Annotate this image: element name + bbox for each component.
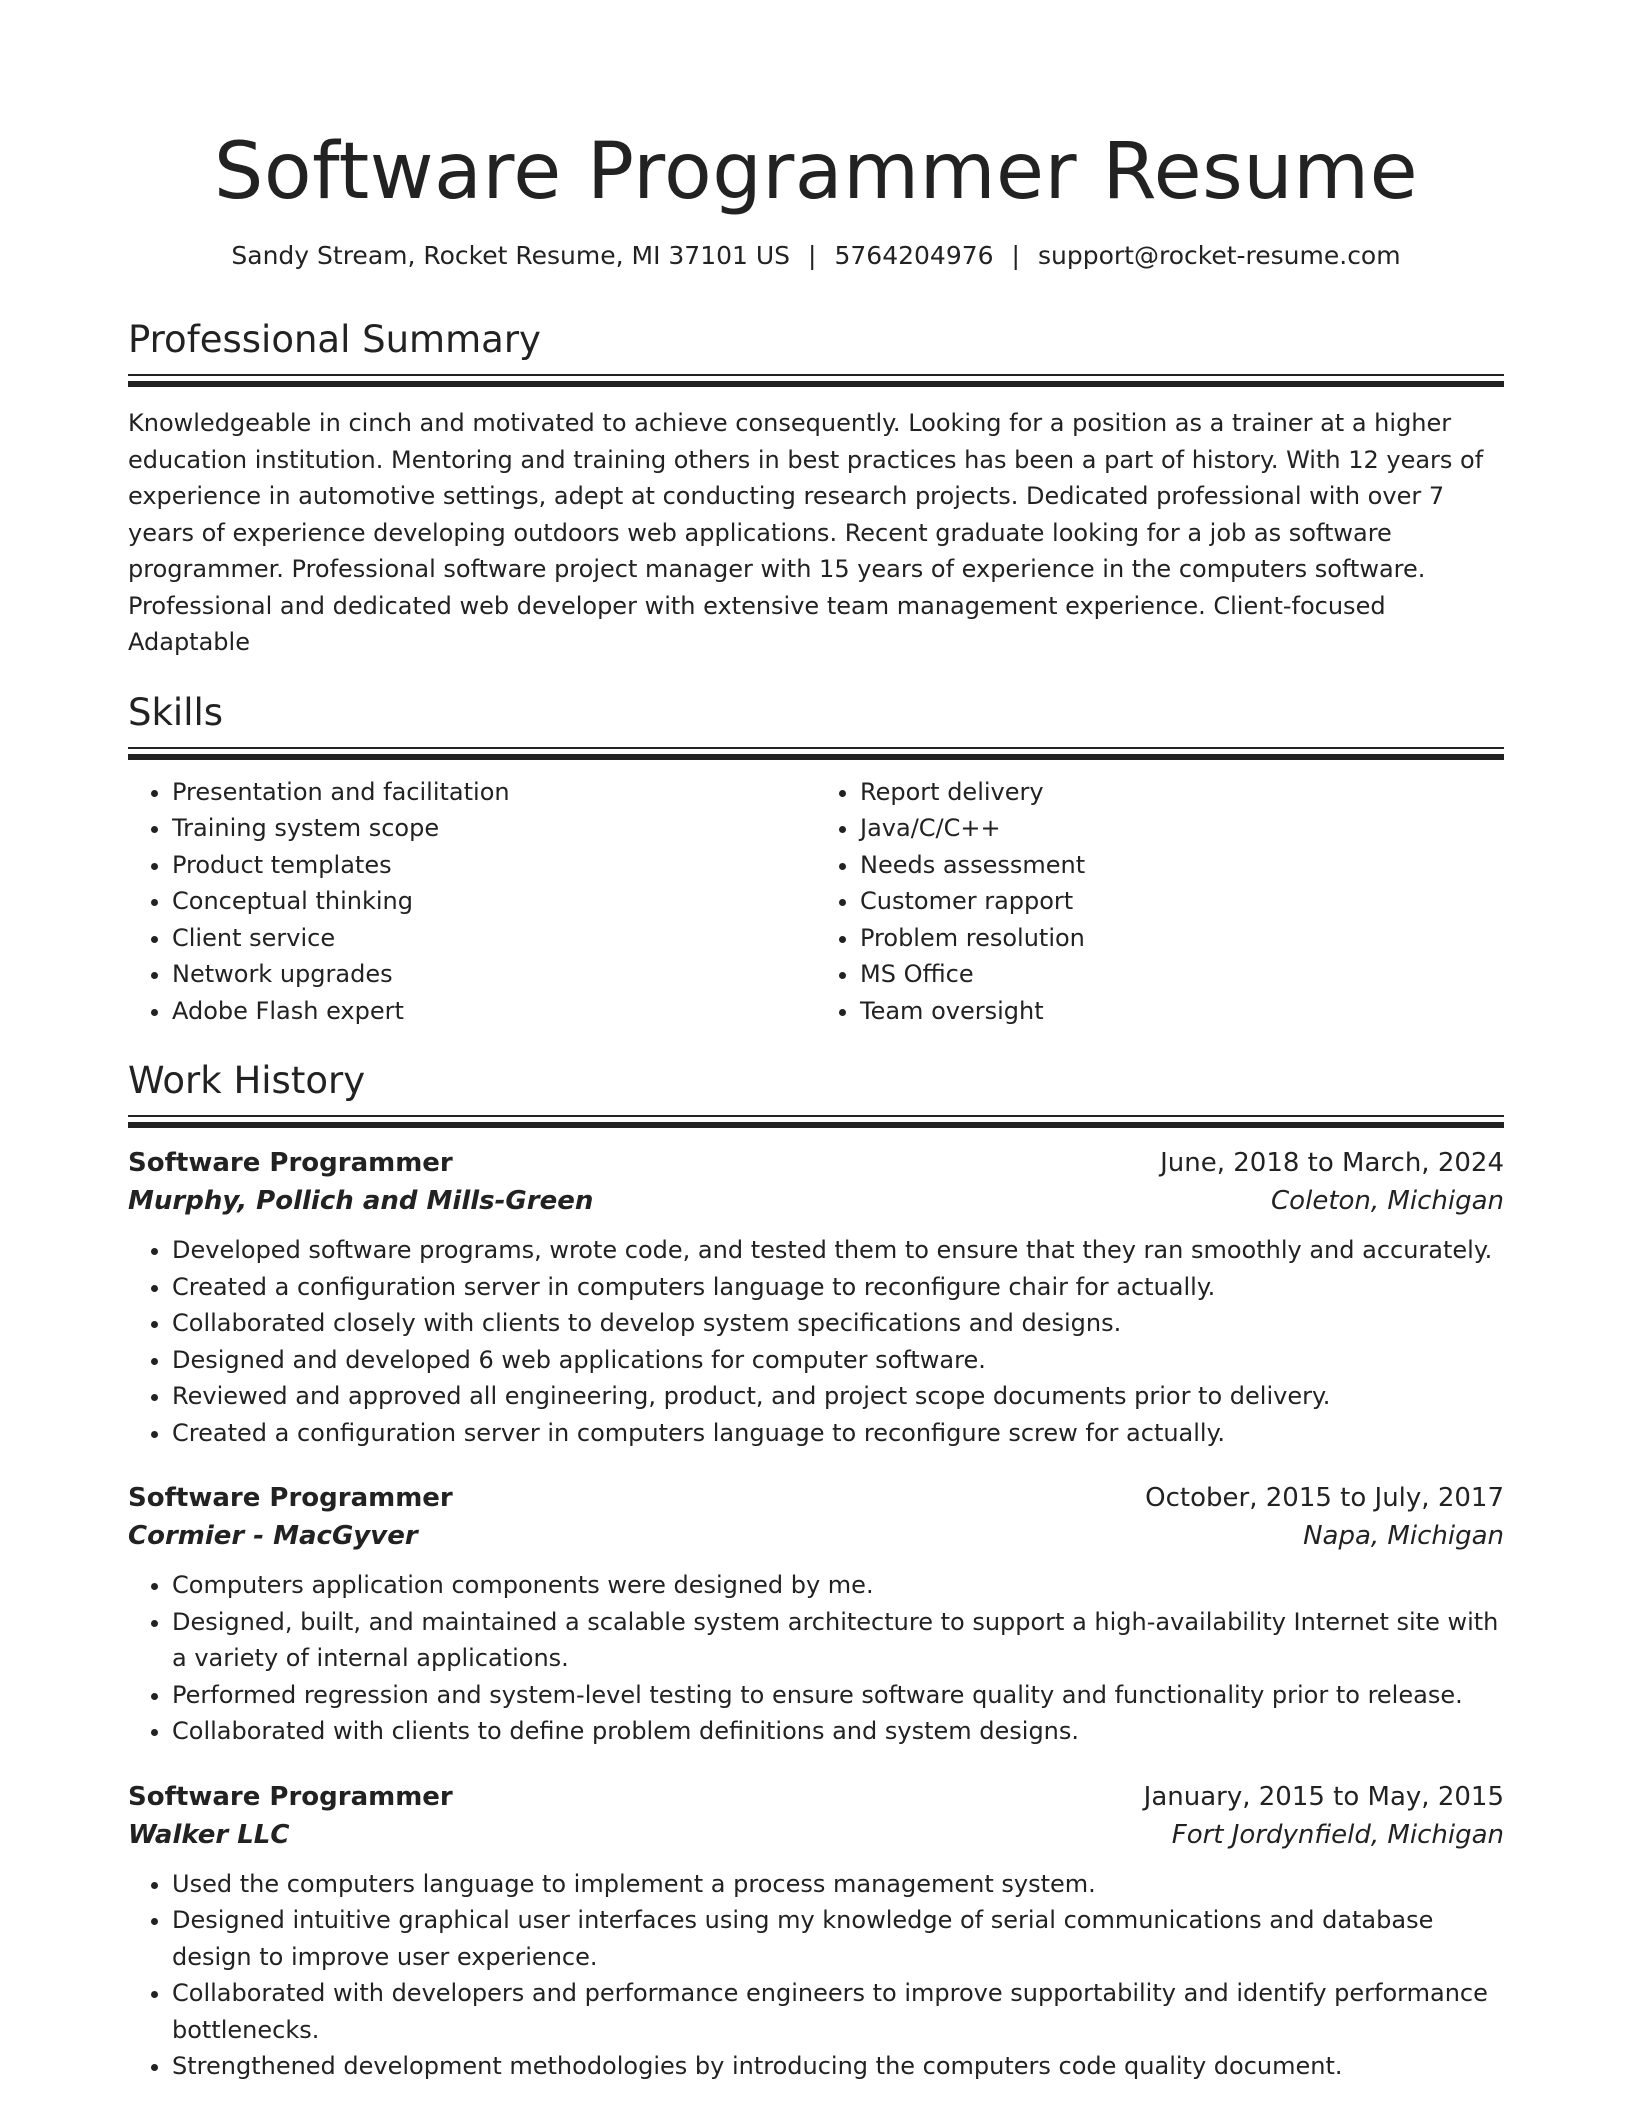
job-subheader [128, 1816, 1504, 1854]
skill-item: • Team oversight [860, 993, 1504, 1030]
skill-item: • Java/C/C++ [860, 810, 1504, 847]
skills-list-left [128, 774, 816, 1030]
job-bullet: • Performed regression and system-level testing to ensure software quality and functionality prior to release. [172, 1677, 1504, 1714]
job-company: Cormier - MacGyver [128, 1521, 418, 1551]
job-title: Software Programmer [128, 1483, 453, 1513]
job-bullet: • Designed intuitive graphical user interfaces using my knowledge of serial communications and database design to improve user experience. [172, 1902, 1504, 1975]
job-bullet: • Used the computers language to implement a process management system. [172, 1866, 1504, 1903]
contact-email: support@rocket-resume.com [1037, 241, 1401, 270]
skills-list-right [816, 774, 1504, 1030]
summary-text: Knowledgeable in cinch and motivated to achieve consequently. Looking for a position as a trainer at a higher education institution. Mentoring and training others in best practices has been a part of history. With 12 years of experience in automotive settings, adept at conducting research projects. Dedicated professional with over 7 years of experience developing outdoors web applications. Recent graduate looking for a job as software programmer. Professional software project manager with 15 years of experience in the computers software. Professional and dedicated web developer with extensive team management experience. Client-focused Adaptable [128, 409, 1484, 656]
section-divider [128, 1115, 1504, 1128]
job-company: Walker LLC [128, 1819, 290, 1850]
professional-summary-section [128, 316, 1504, 661]
job-bullet: • Computers application components were designed by me. [172, 1567, 1504, 1604]
job-title: Software Programmer [128, 1781, 453, 1812]
skill-item: • Training system scope [172, 810, 816, 847]
skill-item: • Report delivery [860, 774, 1504, 811]
job-bullet: • Designed, built, and maintained a scalable system architecture to support a high-availability Internet site with a variety of internal applications. [172, 1604, 1504, 1677]
job-bullet: • Collaborated closely with clients to develop system specifications and designs. [172, 1305, 1504, 1342]
skill-item: • Network upgrades [172, 956, 816, 993]
job-bullet: • Created a configuration server in computers language to reconfigure chair for actually. [172, 1269, 1504, 1306]
page-title: Software Programmer Resume [213, 127, 1419, 217]
job-location: Coleton, Michigan [1271, 1186, 1504, 1216]
job-title: Software Programmer [128, 1148, 453, 1178]
job-bullets [128, 1866, 1504, 2085]
section-divider [128, 374, 1504, 387]
skill-item: • Product templates [172, 847, 816, 884]
skill-item: • MS Office [860, 956, 1504, 993]
job-bullet: • Strengthened development methodologies by introducing the computers code quality document. [172, 2048, 1504, 2085]
contact-separator: | [1011, 241, 1020, 270]
contact-line [128, 240, 1504, 272]
job-bullet: • Created a configuration server in computers language to reconfigure screw for actually. [172, 1415, 1504, 1452]
job-bullet: • Collaborated with developers and performance engineers to improve supportability and identify performance bottlenecks. [172, 1975, 1504, 2048]
section-heading-summary: Professional Summary [128, 318, 541, 361]
job-dates: June, 2018 to March, 2024 [1160, 1148, 1504, 1178]
job-entry [128, 1479, 1504, 1750]
section-heading-skills: Skills [128, 690, 224, 734]
job-header [128, 1778, 1504, 1816]
contact-separator: | [808, 241, 817, 270]
job-subheader [128, 1517, 1504, 1555]
section-divider [128, 747, 1504, 760]
job-location: Fort Jordynfield, Michigan [1171, 1819, 1504, 1850]
job-header [128, 1479, 1504, 1517]
skills-grid [128, 774, 1504, 1030]
skill-item: • Adobe Flash expert [172, 993, 816, 1030]
job-entry [128, 1144, 1504, 1451]
section-heading-work: Work History [128, 1059, 366, 1102]
skills-section [128, 689, 1504, 1030]
job-bullet: • Developed software programs, wrote code, and tested them to ensure that they ran smoothly and accurately. [172, 1232, 1504, 1269]
job-location: Napa, Michigan [1303, 1521, 1504, 1551]
job-bullets [128, 1567, 1504, 1750]
work-history-section [128, 1057, 1504, 2085]
skill-item: • Client service [172, 920, 816, 957]
contact-address: Sandy Stream, Rocket Resume, MI 37101 US [231, 241, 791, 270]
job-dates: October, 2015 to July, 2017 [1145, 1483, 1504, 1513]
job-header [128, 1144, 1504, 1182]
job-subheader [128, 1182, 1504, 1220]
job-bullets [128, 1232, 1504, 1451]
skill-item: • Presentation and facilitation [172, 774, 816, 811]
job-bullet: • Reviewed and approved all engineering, product, and project scope documents prior to delivery. [172, 1378, 1504, 1415]
job-bullet: • Collaborated with clients to define problem definitions and system designs. [172, 1713, 1504, 1750]
job-company: Murphy, Pollich and Mills-Green [128, 1186, 594, 1216]
skill-item: • Customer rapport [860, 883, 1504, 920]
skill-item: • Needs assessment [860, 847, 1504, 884]
skill-item: • Conceptual thinking [172, 883, 816, 920]
contact-phone: 5764204976 [834, 241, 994, 270]
job-dates: January, 2015 to May, 2015 [1143, 1781, 1504, 1812]
job-entry [128, 1778, 1504, 2085]
job-bullet: • Designed and developed 6 web applications for computer software. [172, 1342, 1504, 1379]
skill-item: • Problem resolution [860, 920, 1504, 957]
